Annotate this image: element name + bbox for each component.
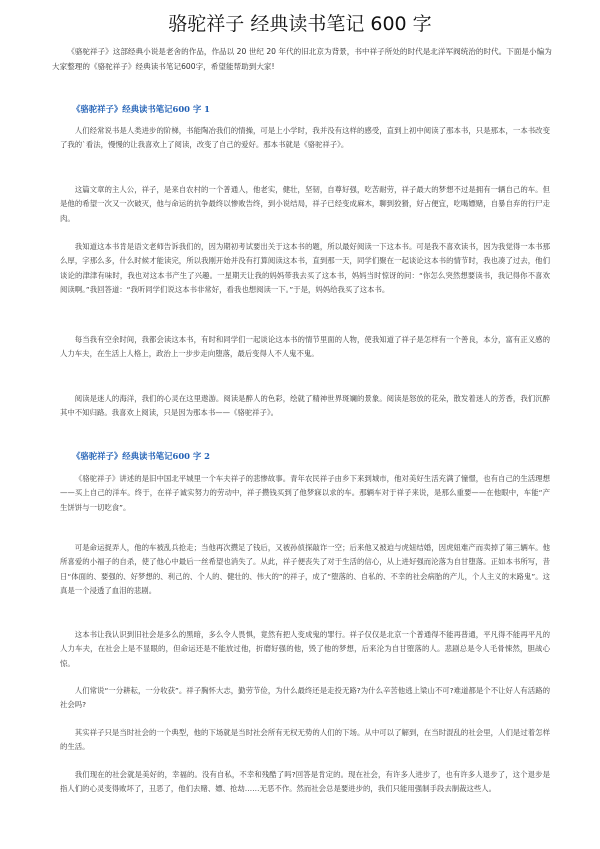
paragraph: 我知道这本书肯是语文老师告诉我们的，因为期初考试要出关于这本书的题，所以最好阅读一下这本书。可是我不喜欢读书，因为我觉得一本书那么厚，字那么多，什么时候才能读完，所以我刚开始并没有打算阅读这本书，直到那一天，同学们聚在一起谈论这本书的情节时，我也凑了过去，他们谈论的津津有味时，我也对这本书产生了兴趣。一星期天让我的妈妈带我去买了这本书，妈妈当时惊讶的问：“你怎么突然想要读书，我记得你不喜欢阅读啊。”我回答道：“我听同学们说这本书非常好，看我也想阅读一下。”于是，妈妈给我买了这本书。 (60, 242, 550, 294)
paragraph: 可是命运捉弄人，他的车被乱兵抢走；当他再次攒足了钱后，又被孙侦探敲诈一空；后来他又被迫与虎妞结婚，因虎妞难产而卖掉了第三辆车。他所喜爱的小福子的自杀，使了他心中最后一丝希望也消失了。从此，祥子便丧失了对于生活的信心，从上进好强而沦落为自甘堕落。正如本书所写，昔日“体面的、要强的、好梦想的、利己的、个人的、健壮的、伟大的”的祥子，成了“堕落的、自私的、不幸的社会病胎的产儿，个人主义的末路鬼”。这真是一个浸透了血泪的悲剧。 (60, 543, 550, 595)
section-heading-2: 《骆驼祥子》经典读书笔记600 字 2 (72, 451, 211, 461)
paragraph: 其实祥子只是当时社会的一个典型，他的下场就是当时社会所有无权无势的人们的下场。从中可以了解到，在当时混乱的社会里，人们是过着怎样的生活。 (60, 728, 550, 752)
paragraph: 每当我有空余时间，我都会读这本书，有时和同学们一起谈论这本书的情节里面的人物，使我知道了祥子是怎样有一个善良，本分，富有正义感的人力车夫，在生活上人格上，政治上一步步走向堕落，最后变得人不人鬼不鬼。 (60, 335, 550, 359)
paragraph: 人们常说“一分耕耘，一分收获”。祥子胸怀大志，勤劳节俭，为什么最终还是走投无路?为什么辛苦他逃上梁山不可?难道都是个不让好人有活路的社会吗? (60, 686, 550, 710)
paragraph: 这篇文章的主人公，祥子，是来自农村的一个普通人，他老实，健壮，坚韧，自尊好强，吃苦耐劳，祥子最大的梦想不过是拥有一辆自己的车。但是他的希望一次又一次破灭，他与命运的抗争最终以惨败告终，到小说结局，祥子已经变成麻木，聊到狡猾，好占便宜，吃喝嫖赌，自暴自弃的行尸走肉。 (60, 185, 550, 223)
paragraph: 人们经常说书是人类进步的阶梯，书能陶冶我们的情操，可是上小学时，我并没有这样的感受，直到上初中阅读了那本书，只是那本，一本书改变了我的`看法，慢慢的让我喜欢上了阅读，改变了自己的爱好。那本书就是《骆驼祥子》。 (60, 126, 550, 150)
page-title: 骆驼祥子 经典读书笔记 600 字 (168, 13, 432, 35)
paragraph: 这本书让我认识到旧社会是多么的黑暗，多么令人畏惧，竟然有把人变成鬼的罪行。祥子仅仅是北京一个普通得不能再普通，平凡得不能再平凡的人力车夫，在社会上是不显眼的，但命运还是不能放过他，折磨好强的他，毁了他的梦想，后来沦为自甘堕落的人。悲剧总是令人毛骨悚然，胆战心惊。 (60, 630, 550, 668)
paragraph: 我们现在的社会就是美好的，幸福的。没有自私，不幸和残酷了吗?回答是肯定的。现在社会，有许多人进步了，也有许多人退步了，这个退步是指人们的心灵变得败坏了，丑恶了，他们去赌、嫖、抢劫……无恶不作。然而社会总是要进步的，我们只能用强制手段去制裁这些人。 (60, 770, 550, 794)
paragraph: 阅读是迷人的海洋，我们的心灵在这里遨游。阅读是醉人的色彩，绘就了精神世界斑斓的景象。阅读是怒放的花朵，散发着迷人的芳香，我们沉醉其中不知归路。我喜欢上阅读，只是因为那本书——《骆驼祥子》。 (60, 394, 550, 418)
intro-paragraph: 《骆驼祥子》这部经典小说是老舍的作品，作品以 20 世纪 20 年代的旧北京为背景，书中祥子所处的时代是北洋军阀统治的时代。下面是小编为大家整理的《骆驼祥子》经典读书笔记600字，希望能帮助到大家! (52, 47, 552, 71)
paragraph: 《骆驼祥子》讲述的是旧中国北平城里一个车夫祥子的悲惨故事。青年农民祥子由乡下来到城市，他对美好生活充满了憧憬，也有自己的生活理想——买上自己的洋车。终于，在祥子诚实努力的劳动中，祥子攒钱买到了他梦寐以求的车。那辆车对于祥子来说，是那么重要——在他眼中，车能“产生饼饼与一切吃食”。 (60, 474, 550, 512)
section-heading-1: 《骆驼祥子》经典读书笔记600 字 1 (72, 104, 211, 114)
